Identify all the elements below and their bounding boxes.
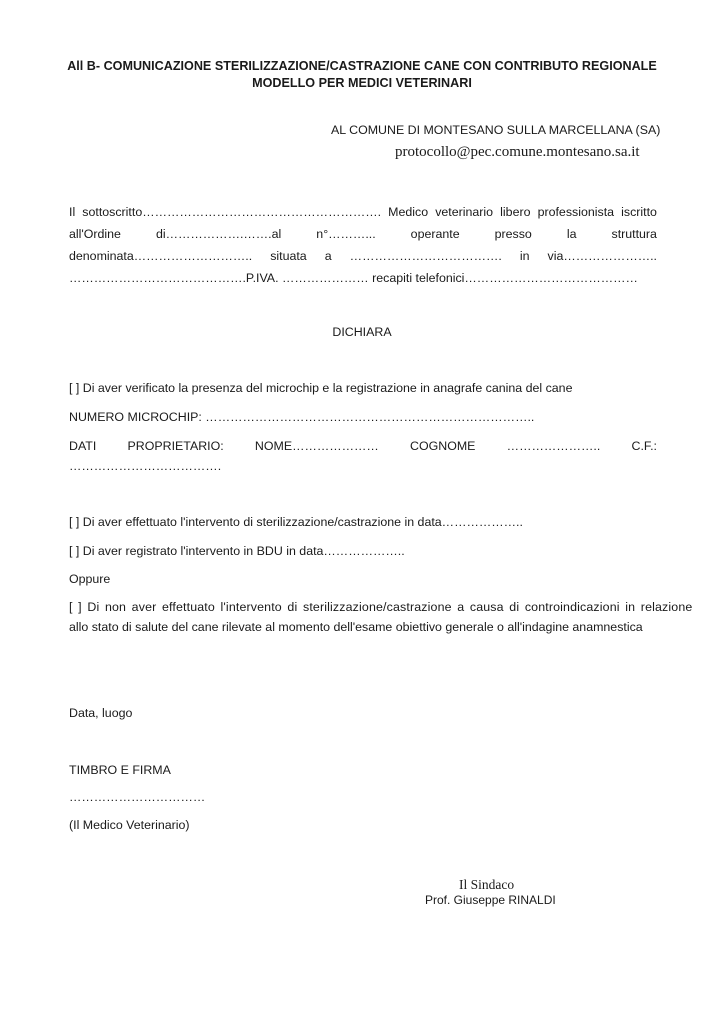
owner-cf-blank: ………………………………. [69,459,222,473]
text: professionista [537,205,615,219]
text: a [324,249,332,263]
text: PROPRIETARIO: [127,439,224,453]
street-blank: via………………….. [547,249,657,263]
text: Il [69,205,76,219]
text: presso [494,227,532,241]
intervention-done-item: [ ] Di aver effettuato l'intervento di sterilizzazione/castrazione in data……………….. [69,515,523,529]
city-blank: ………………………………. [349,249,502,263]
intro-line-2 [69,227,657,241]
text: iscritto [621,205,657,219]
bdu-registered-item: [ ] Di aver registrato l'intervento in BDU in data……………….. [69,544,405,558]
text: la [566,227,577,241]
facility-blank: denominata……………………….. [69,249,253,263]
not-done-item-line2: allo stato di salute del cane rilevate al momento dell'esame obiettivo generale o all'indagine anamnestica [69,620,643,634]
microchip-number-field: NUMERO MICROCHIP: …………………………………………………………………….. [69,410,535,424]
name-blank: sottoscritto…………………………………………………. [82,205,382,219]
text: C.F.: [631,439,657,453]
text: situata [270,249,307,263]
intro-line-3 [69,249,657,263]
mayor-name: Prof. Giuseppe RINALDI [425,893,556,907]
microchip-check-item: [ ] Di aver verificato la presenza del microchip e la registrazione in anagrafe canina del cane [69,381,573,395]
text: in [519,249,530,263]
text: Medico [388,205,429,219]
order-blank: di……………….…….al [155,227,282,241]
recipient-email: protocollo@pec.comune.montesano.sa.it [395,144,640,160]
signature-line: …………………………… [69,790,206,804]
text: DATI [69,439,97,453]
text: [ ] Di non aver effettuato l'intervento di sterilizzazione/castrazione a causa di controindicazioni in relazione [69,600,693,614]
owner-surname-blank: ………………….. [506,439,601,453]
text: struttura [611,227,657,241]
intro-line-4: …………………………………….P.IVA. ………………… recapiti telefonici…………………………………… [69,271,638,285]
intro-line-1 [69,205,657,219]
document-subtitle: MODELLO PER MEDICI VETERINARI [252,76,472,90]
document-title: All B- COMUNICAZIONE STERILIZZAZIONE/CASTRAZIONE CANE CON CONTRIBUTO REGIONALE [67,59,657,73]
text: all'Ordine [69,227,121,241]
number-blank: n°………... [316,227,376,241]
date-place-label: Data, luogo [69,706,133,720]
mayor-title: Il Sindaco [459,877,515,892]
text: veterinario [435,205,494,219]
not-done-item-line1 [69,600,693,614]
text: libero [500,205,531,219]
text: operante [410,227,460,241]
owner-data-line [69,439,657,453]
oppure-text: Oppure [69,572,111,586]
stamp-signature-label: TIMBRO E FIRMA [69,763,171,777]
recipient-name: AL COMUNE DI MONTESANO SULLA MARCELLANA (SA) [331,123,661,137]
text: COGNOME [410,439,476,453]
signer-role: (Il Medico Veterinario) [69,818,190,832]
declaration-heading: DICHIARA [332,325,392,339]
owner-name-blank: NOME………………… [254,439,379,453]
